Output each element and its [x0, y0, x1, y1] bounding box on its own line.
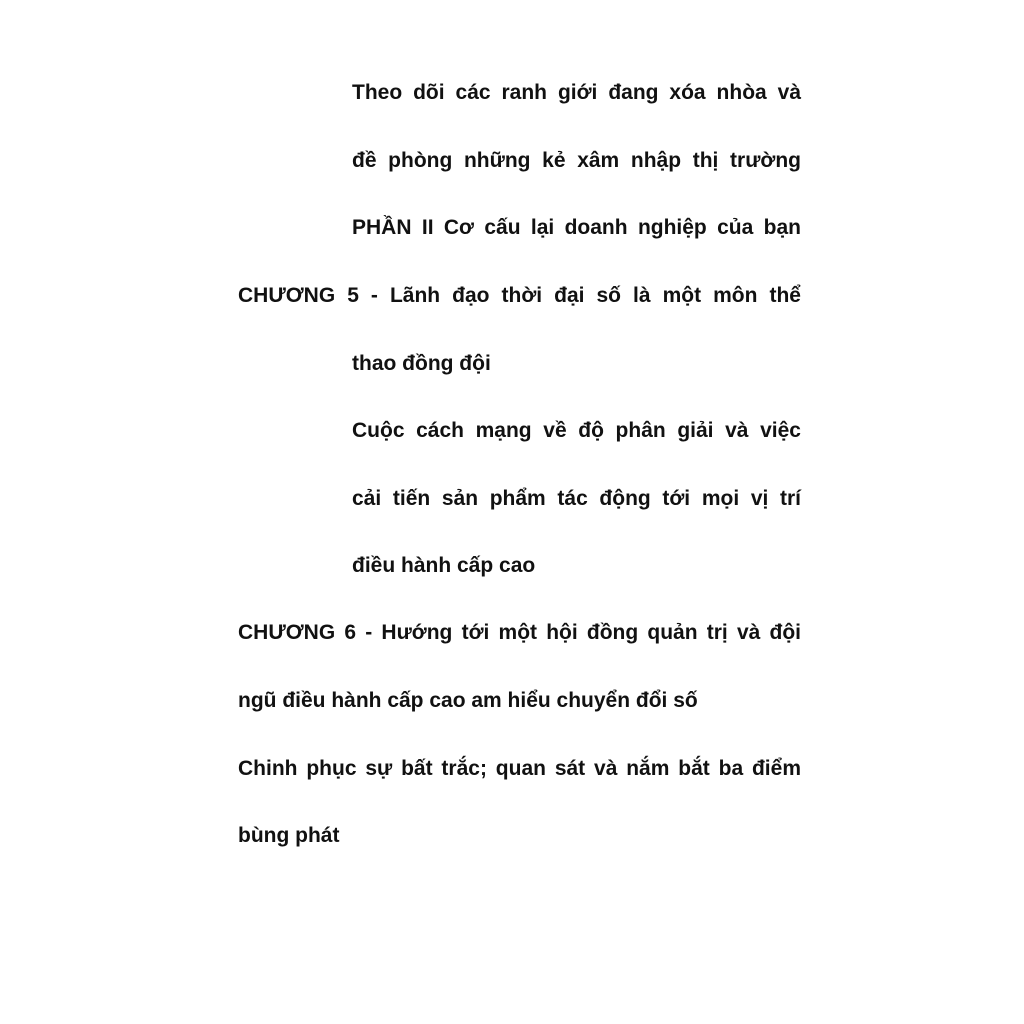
toc-line: đề phòng những kẻ xâm nhập thị trường [352, 149, 801, 172]
toc-line: Cuộc cách mạng về độ phân giải và việc [352, 419, 801, 442]
toc-line: thao đồng đội [352, 352, 491, 375]
toc-part-heading: PHẦN II Cơ cấu lại doanh nghiệp của bạn [352, 216, 801, 239]
toc-line: Theo dõi các ranh giới đang xóa nhòa và [352, 81, 801, 104]
toc-line: cải tiến sản phẩm tác động tới mọi vị trí [352, 487, 801, 510]
toc-line: bùng phát [238, 824, 340, 847]
toc-chapter-heading: CHƯƠNG 5 - Lãnh đạo thời đại số là một môn thể [238, 284, 801, 307]
toc-line: điều hành cấp cao [352, 554, 536, 577]
toc-line: ngũ điều hành cấp cao am hiểu chuyển đổi số [238, 689, 698, 712]
toc-chapter-heading: CHƯƠNG 6 - Hướng tới một hội đồng quản trị và đội [238, 621, 801, 644]
toc-line: Chinh phục sự bất trắc; quan sát và nắm bắt ba điểm [238, 757, 801, 780]
